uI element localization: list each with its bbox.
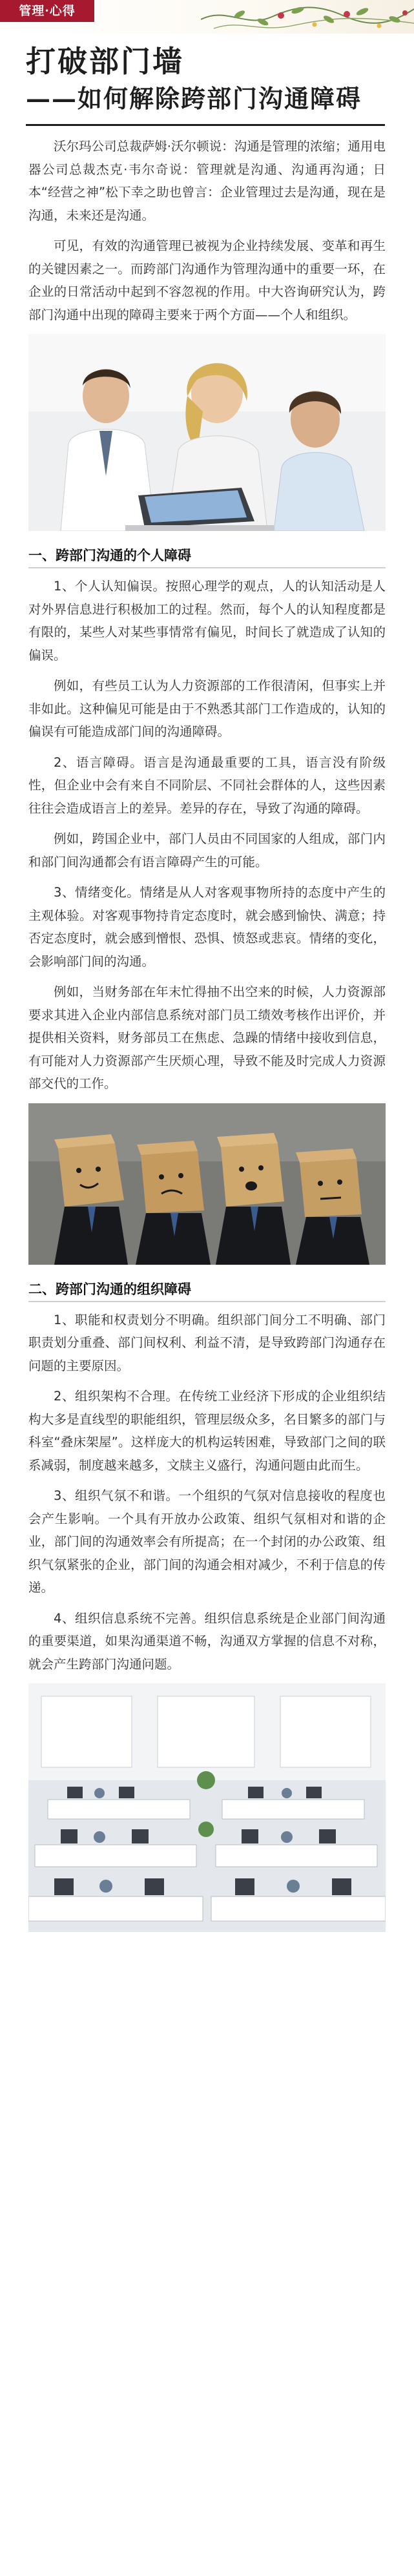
section-paragraph: 2、语言障碍。语言是沟通最重要的工具，语言没有阶级性，但企业中会有来自不同阶层、不同社会群体的人，这些因素往往会造成语言上的差异。差异的存在，导致了沟通的障碍。 — [28, 754, 386, 816]
section-paragraph: 例如，跨国企业中，部门人员由不同国家的人组成，部门内和部门间沟通都会有语言障碍产生的可能。 — [28, 831, 386, 869]
section-paragraph: 2、组织架构不合理。在传统工业经济下形成的企业组织结构大多是直线型的职能组织，管理层级众多，名目繁多的部门与科室“叠床架屋”。这样庞大的机构运转困难，导致部门之间的联系减弱，制度越来越多，文牍主义盛行，沟通问题由此而生。 — [28, 1389, 386, 1473]
intro-paragraph: 沃尔玛公司总裁萨姆·沃尔顿说：沟通是管理的浓缩；通用电器公司总裁杰克·韦尔奇说：管理就是沟通、沟通再沟通；日本“经营之神”松下幸之助也曾言：企业管理过去是沟通，现在是沟通，未来还是沟通。 — [28, 139, 386, 223]
section-paragraph: 3、情绪变化。情绪是从人对客观事物所持的态度中产生的主观体验。对客观事物持肯定态度时，就会感到愉快、满意；持否定态度时，就会感到憎恨、恐惧、愤怒或悲哀。情绪的变化，会影响部门间的沟通。 — [28, 885, 386, 969]
section-paragraph: 1、个人认知偏误。按照心理学的观点，人的认知活动是人对外界信息进行积极加工的过程。然而，每个人的认知程度都是有限的，某些人对某些事情常有偏见，时间长了就造成了认知的偏误。 — [28, 579, 386, 663]
bottom-spacer — [28, 1945, 386, 1960]
section-paragraph: 4、组织信息系统不完善。组织信息系统是企业部门间沟通的重要渠道，如果沟通渠道不畅，沟通双方掌握的信息不对称，就会产生跨部门沟通问题。 — [28, 1610, 386, 1672]
floral-vine-decoration — [201, 0, 414, 34]
title-block — [0, 34, 414, 115]
header-banner — [0, 0, 414, 34]
article-body — [0, 126, 414, 1960]
article-title: 打破部门墙 — [26, 44, 184, 79]
section-paragraph: 例如，当财务部在年末忙得抽不出空来的时候，人力资源部要求其进入企业内部信息系统对部门员工绩效考核作出评价，并提供相关资料，财务部员工在焦虑、急躁的情绪中接收到信息，有可能对人力资源部产生厌烦心理，导致不能及时完成人力资源部交代的工作。 — [28, 984, 386, 1091]
open-office-image — [28, 1683, 386, 1932]
section-paragraph: 1、职能和权责划分不明确。组织部门间分工不明确、部门职责划分重叠、部门间权利、利益不清，是导致跨部门沟通存在问题的主要原因。 — [28, 1312, 386, 1373]
box-head-people-image — [28, 1103, 386, 1265]
section-paragraph: 例如，有些员工认为人力资源部的工作很清闲，但事实上并非如此。这种偏见可能是由于不熟悉其部门工作造成的，认知的偏误有可能造成部门间的沟通障碍。 — [28, 678, 386, 739]
article-subtitle: ——如何解除跨部门沟通障碍 — [26, 84, 362, 113]
section-heading-organizational: 二、跨部门沟通的组织障碍 — [28, 1278, 386, 1302]
section-heading-personal: 一、跨部门沟通的个人障碍 — [28, 544, 386, 568]
business-team-image — [28, 334, 386, 531]
section-paragraph: 3、组织气氛不和谐。一个组织的气氛对信息接收的程度也会产生影响。一个具有开放办公政策、组织气氛相对和谐的企业，部门间的沟通效率会有所提高；在一个封闭的办公政策、组织气氛紧张的企业，部门间的沟通会相对减少，不利于信息的传递。 — [28, 1488, 386, 1595]
column-badge: 管理·心得 — [0, 0, 94, 22]
intro-paragraph: 可见，有效的沟通管理已被视为企业持续发展、变革和再生的关键因素之一。而跨部门沟通作为管理沟通中的重要一环，在企业的日常活动中起到不容忽视的作用。中大咨询研究认为，跨部门沟通中出现的障碍主要来于两个方面——个人和组织。 — [28, 238, 386, 322]
